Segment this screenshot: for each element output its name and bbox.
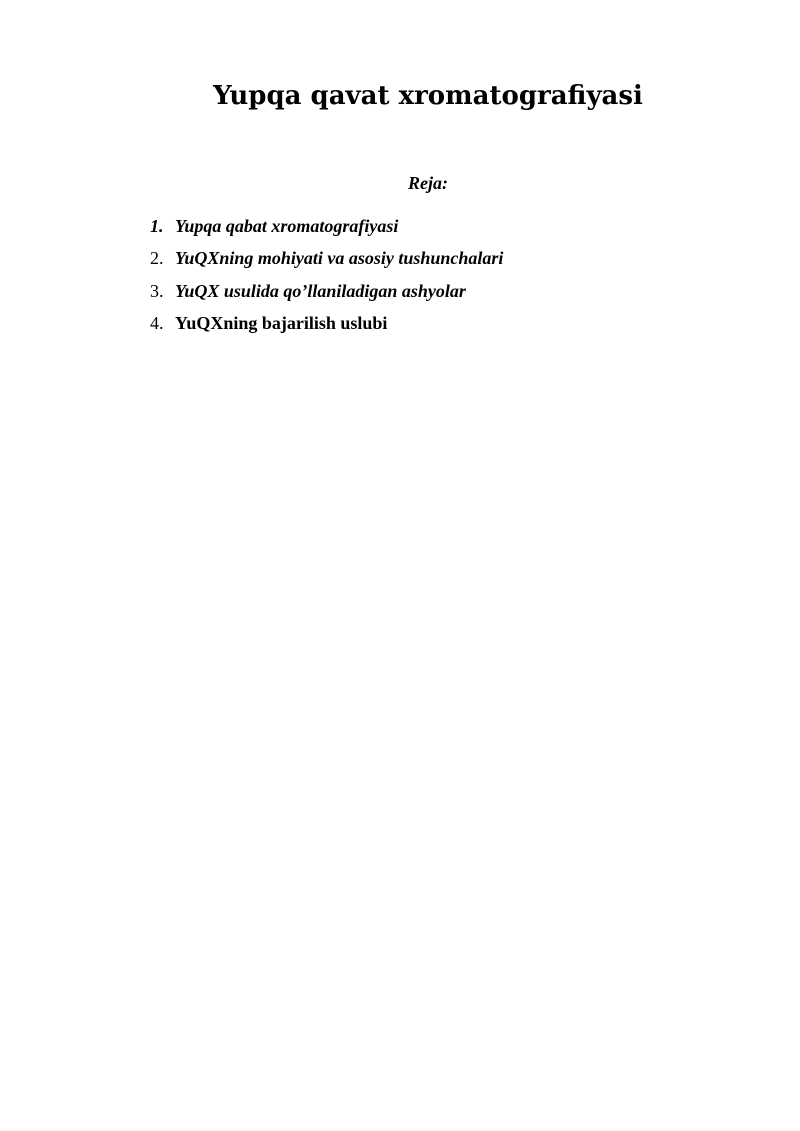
plan-item-2 xyxy=(0,244,800,276)
plan-item-text: YuQX usulida qo’llaniladigan ashyolar xyxy=(175,280,466,301)
plan-heading: Reja: xyxy=(408,173,448,193)
plan-item-text: YuQXning bajarilish uslubi xyxy=(175,312,388,333)
plan-item-number: 3. xyxy=(150,280,164,301)
plan-list xyxy=(0,212,800,341)
plan-item-4 xyxy=(0,309,800,341)
plan-item-number: 2. xyxy=(150,248,164,269)
plan-item-1 xyxy=(0,212,800,244)
document-title: Yupqa qavat xromatografiyasi xyxy=(213,81,643,111)
plan-item-text: Yupqa qabat xromatografiyasi xyxy=(175,216,399,236)
plan-item-number: 4. xyxy=(150,312,164,333)
plan-item-text: YuQXning mohiyati va asosiy tushunchalari xyxy=(175,248,504,269)
plan-item-3 xyxy=(0,277,800,309)
plan-item-number: 1. xyxy=(150,216,164,236)
